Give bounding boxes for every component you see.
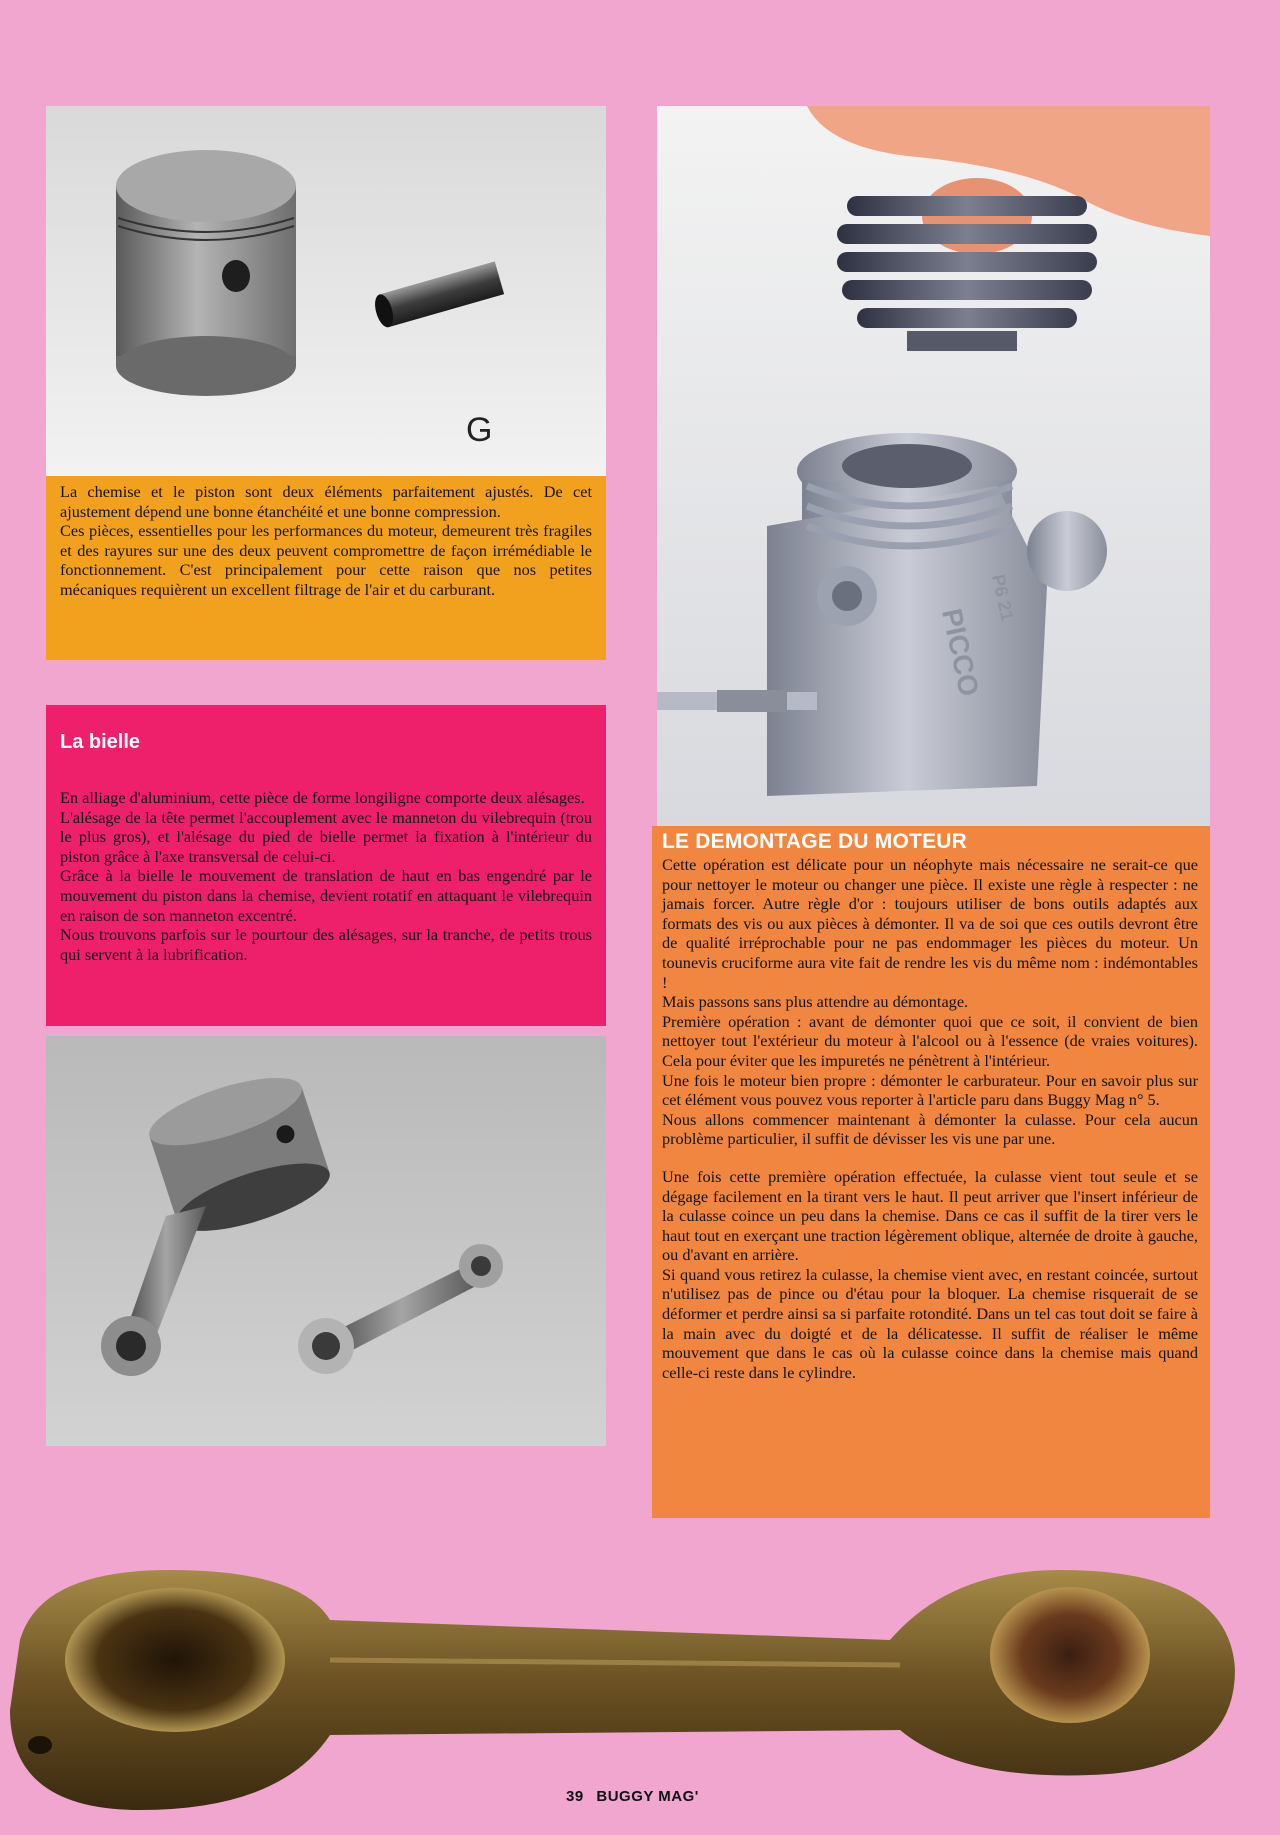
clip-glyph: G <box>466 411 493 449</box>
bielle-paragraph: Grâce à la bielle le mouvement de translation de haut en bas engendré par le mouvement du piston dans la chemise, devient rotatif en attaquant le vilebrequin en raison de son manneton excentré. <box>60 866 592 925</box>
caption-paragraph: La chemise et le piston sont deux éléments parfaitement ajustés. De cet ajustement dépend une bonne étanchéité et une bonne compression. <box>60 482 592 521</box>
engine-photo <box>657 106 1210 826</box>
moteur-paragraph: Une fois le moteur bien propre : démonter le carburateur. Pour en savoir plus sur cet élément vous pouvez vous reporter à l'article paru dans Buggy Mag n° 5. <box>662 1070 1198 1110</box>
connecting-rod-photo <box>46 1036 606 1446</box>
bielle-paragraph: Nous trouvons parfois sur le pourtour des alésages, sur la tranche, de petits trous qui servent à la lubrification. <box>60 925 592 964</box>
piston-caption <box>46 476 606 660</box>
moteur-paragraph: Cette opération est délicate pour un néophyte mais nécessaire ne serait-ce que pour nettoyer le moteur ou changer une pièce. Il existe une règle à respecter : ne jamais forcer. Autre règle d'or : toujours utiliser de bons outils adaptés aux formats des vis ou aux pièces à démonter. Il va de soi que ces outils devront être de qualité irréprochable pour ne pas endommager les pièces du moteur. Un tounevis cruciforme aura vite fait de rendre les vis du même nom : indémontables ! <box>662 855 1198 992</box>
page-footer <box>566 1788 699 1805</box>
moteur-paragraph: Une fois cette première opération effectuée, la culasse vient tout seule et se dégage facilement en la tirant vers le haut. Il peut arriver que l'insert inférieur de la culasse coince un peu dans la chemise. Dans ce cas il suffit de la tirer vers le haut tout en exerçant une traction légèrement oblique, alternée de droite à gauche, ou d'avant en arrière. <box>662 1166 1198 1265</box>
moteur-paragraph: Si quand vous retirez la culasse, la chemise vient avec, en restant coincée, surtout n'utilisez pas de pince ou d'étau pour la bloquer. La chemise risquerait de se déformer et perdre ainsi sa si parfaite rotondité. Dans un tel cas tout doit se faire à la main avec du doigté et de la délicatesse. Il suffit de réaliser le même mouvement que dans le cas où la culasse coince dans la chemise mais quand celle-ci reste dans le cylindre. <box>662 1264 1198 1382</box>
magazine-name: BUGGY MAG' <box>596 1788 699 1805</box>
section-title: La bielle <box>60 731 141 753</box>
moteur-paragraph: Première opération : avant de démonter quoi que ce soit, il convient de bien nettoyer tout l'extérieur du moteur à l'alcool ou à l'essence (de vraies voitures). Cela pour éviter que les impuretés ne pénètrent à l'intérieur. <box>662 1011 1198 1070</box>
piston-photo-image <box>46 106 606 476</box>
moteur-paragraph: Mais passons sans plus attendre au démontage. <box>662 992 969 1012</box>
engine-casting-text: PICCO <box>936 605 985 699</box>
engine-mark-text: P6 21 <box>988 572 1018 623</box>
piston-photo <box>46 106 606 476</box>
engine-photo-image <box>657 106 1210 826</box>
bielle-section <box>46 705 606 1026</box>
moteur-paragraph: Nous allons commencer maintenant à démonter la culasse. Pour cela aucun problème particulier, il suffit de dévisser les vis une par une. <box>662 1109 1198 1149</box>
connecting-rod-photo-image <box>46 1036 606 1446</box>
section-title: LE DEMONTAGE DU MOTEUR <box>662 830 968 853</box>
paragraph-gap <box>662 1149 1198 1167</box>
page-number: 39 <box>566 1788 584 1805</box>
bielle-paragraph: L'alésage de la tête permet l'accouplement avec le manneton du vilebrequin (trou le plus gros), et l'alésage du pied de bielle permet la fixation à l'intérieur du piston grâce à l'axe transversal de celui-ci. <box>60 807 592 866</box>
caption-paragraph: Ces pièces, essentielles pour les performances du moteur, demeurent très fragiles et des rayures sur une des deux peuvent compromettre de façon irrémédiable le fonctionnement. C'est principalement pour cette raison que nos petites mécaniques requièrent un excellent filtrage de l'air et du carburant. <box>60 521 592 599</box>
bielle-paragraph: En alliage d'aluminium, cette pièce de forme longiligne comporte deux alésages. <box>60 788 585 807</box>
demontage-section <box>652 826 1210 1518</box>
